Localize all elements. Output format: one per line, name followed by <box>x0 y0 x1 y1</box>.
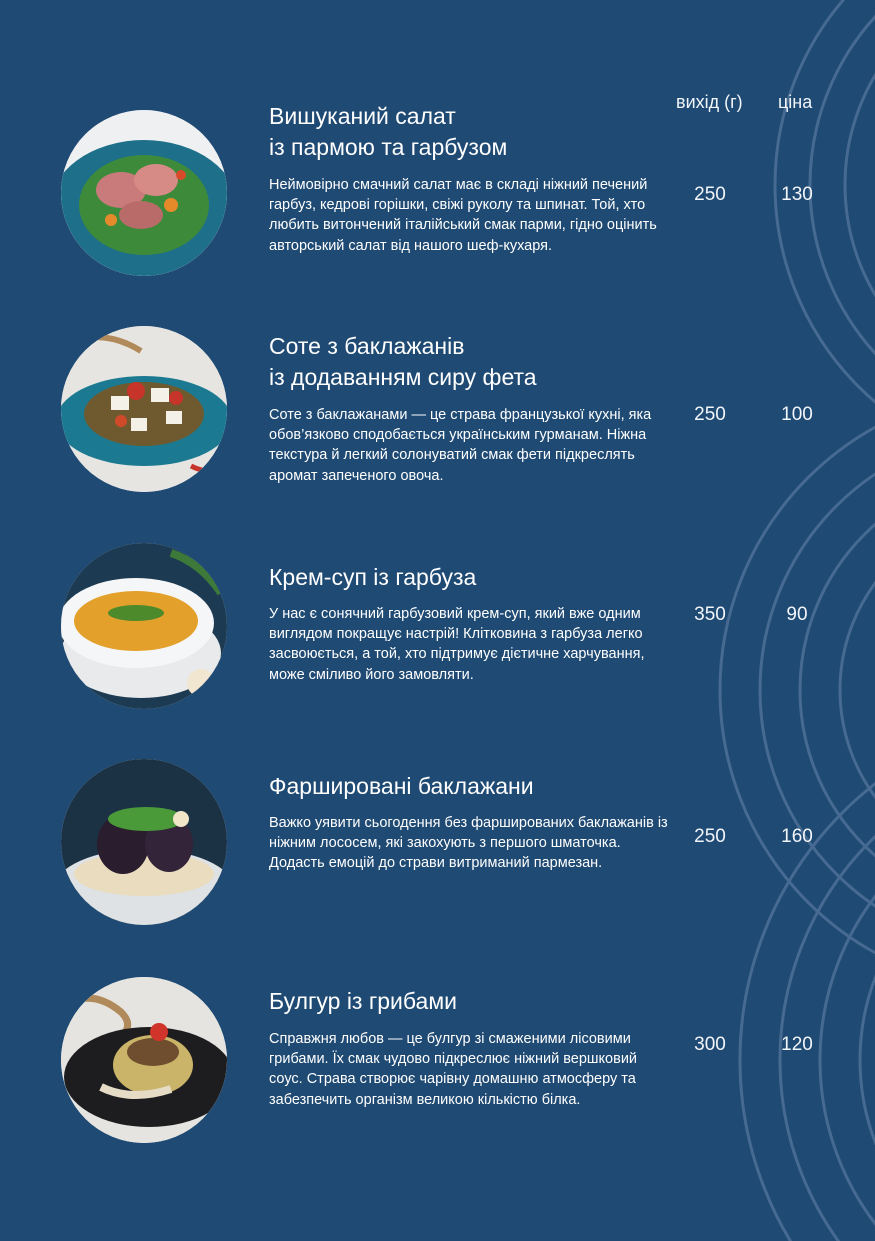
dish-weight: 250 <box>694 184 726 205</box>
dish-description: Соте з баклажанами — це страва французької кухні, яка обов’язково сподобається українським гурманам. Ніжна текстура й легкий солонуватий смак фети підкреслять аромат запеченого овоча. <box>269 407 652 484</box>
dish-title-line-1: Вишуканий салат <box>269 103 456 129</box>
dish-price: 130 <box>781 184 813 205</box>
dish-description: У нас є сонячний гарбузовий крем-суп, який вже одним виглядом покращує настрій! Клітковина з гарбуза легко засвоюється, а той, хто підтримує дієтичне харчування, може сміливо його замовляти. <box>269 606 645 683</box>
dish-description: Справжня любов — це булгур зі смаженими лісовими грибами. Їх смак чудово підкреслює ніжний вершковий соус. Страва створює чарівну домашню атмосферу та забезпечить організм великою кількістю білка. <box>269 1031 638 1108</box>
dish-weight: 250 <box>694 404 726 425</box>
dish-title <box>269 331 669 393</box>
dish-title-line-2: із пармою та гарбузом <box>269 134 508 160</box>
dish-title-line-2: із додаванням сиру фета <box>269 364 537 390</box>
dish-price: 100 <box>781 404 813 425</box>
dish-weight: 300 <box>694 1034 726 1055</box>
dish-photo-eggplant-saute <box>61 326 227 492</box>
dish-description: Неймовірно смачний салат має в складі ніжний печений гарбуз, кедрові горішки, свіжі руколу та шпинат. Той, хто любить витончений італійський смак парми, гідно оцінить авторський салат від нашого шеф-кухаря. <box>269 177 657 254</box>
dish-photo-pumpkin-soup <box>61 543 227 709</box>
dish-title <box>269 562 669 593</box>
dish-price: 90 <box>786 604 808 625</box>
dish-title-line-1: Соте з баклажанів <box>269 333 465 359</box>
dish-title-line-1: Булгур із грибами <box>269 988 457 1014</box>
dish-title <box>269 771 669 802</box>
column-header-price: ціна <box>778 92 813 112</box>
dish-price: 160 <box>781 826 813 847</box>
dish-photo-stuffed-eggplant <box>61 759 227 925</box>
dish-price: 120 <box>781 1034 813 1055</box>
dish-photo-bulgur <box>61 977 227 1143</box>
dish-title <box>269 101 669 163</box>
column-header-weight: вихід (г) <box>676 92 743 112</box>
dish-title-line-1: Фаршировані баклажани <box>269 773 534 799</box>
dish-title-line-1: Крем-суп із гарбуза <box>269 564 477 590</box>
dish-photo-salad <box>61 110 227 276</box>
dish-title <box>269 986 669 1017</box>
dish-weight: 350 <box>694 604 726 625</box>
dish-description: Важко уявити сьогодення без фаршированих баклажанів із ніжним лососем, які закохують з першого шматочка. Додасть емоцій до страви витриманий пармезан. <box>269 815 668 872</box>
dish-weight: 250 <box>694 826 726 847</box>
